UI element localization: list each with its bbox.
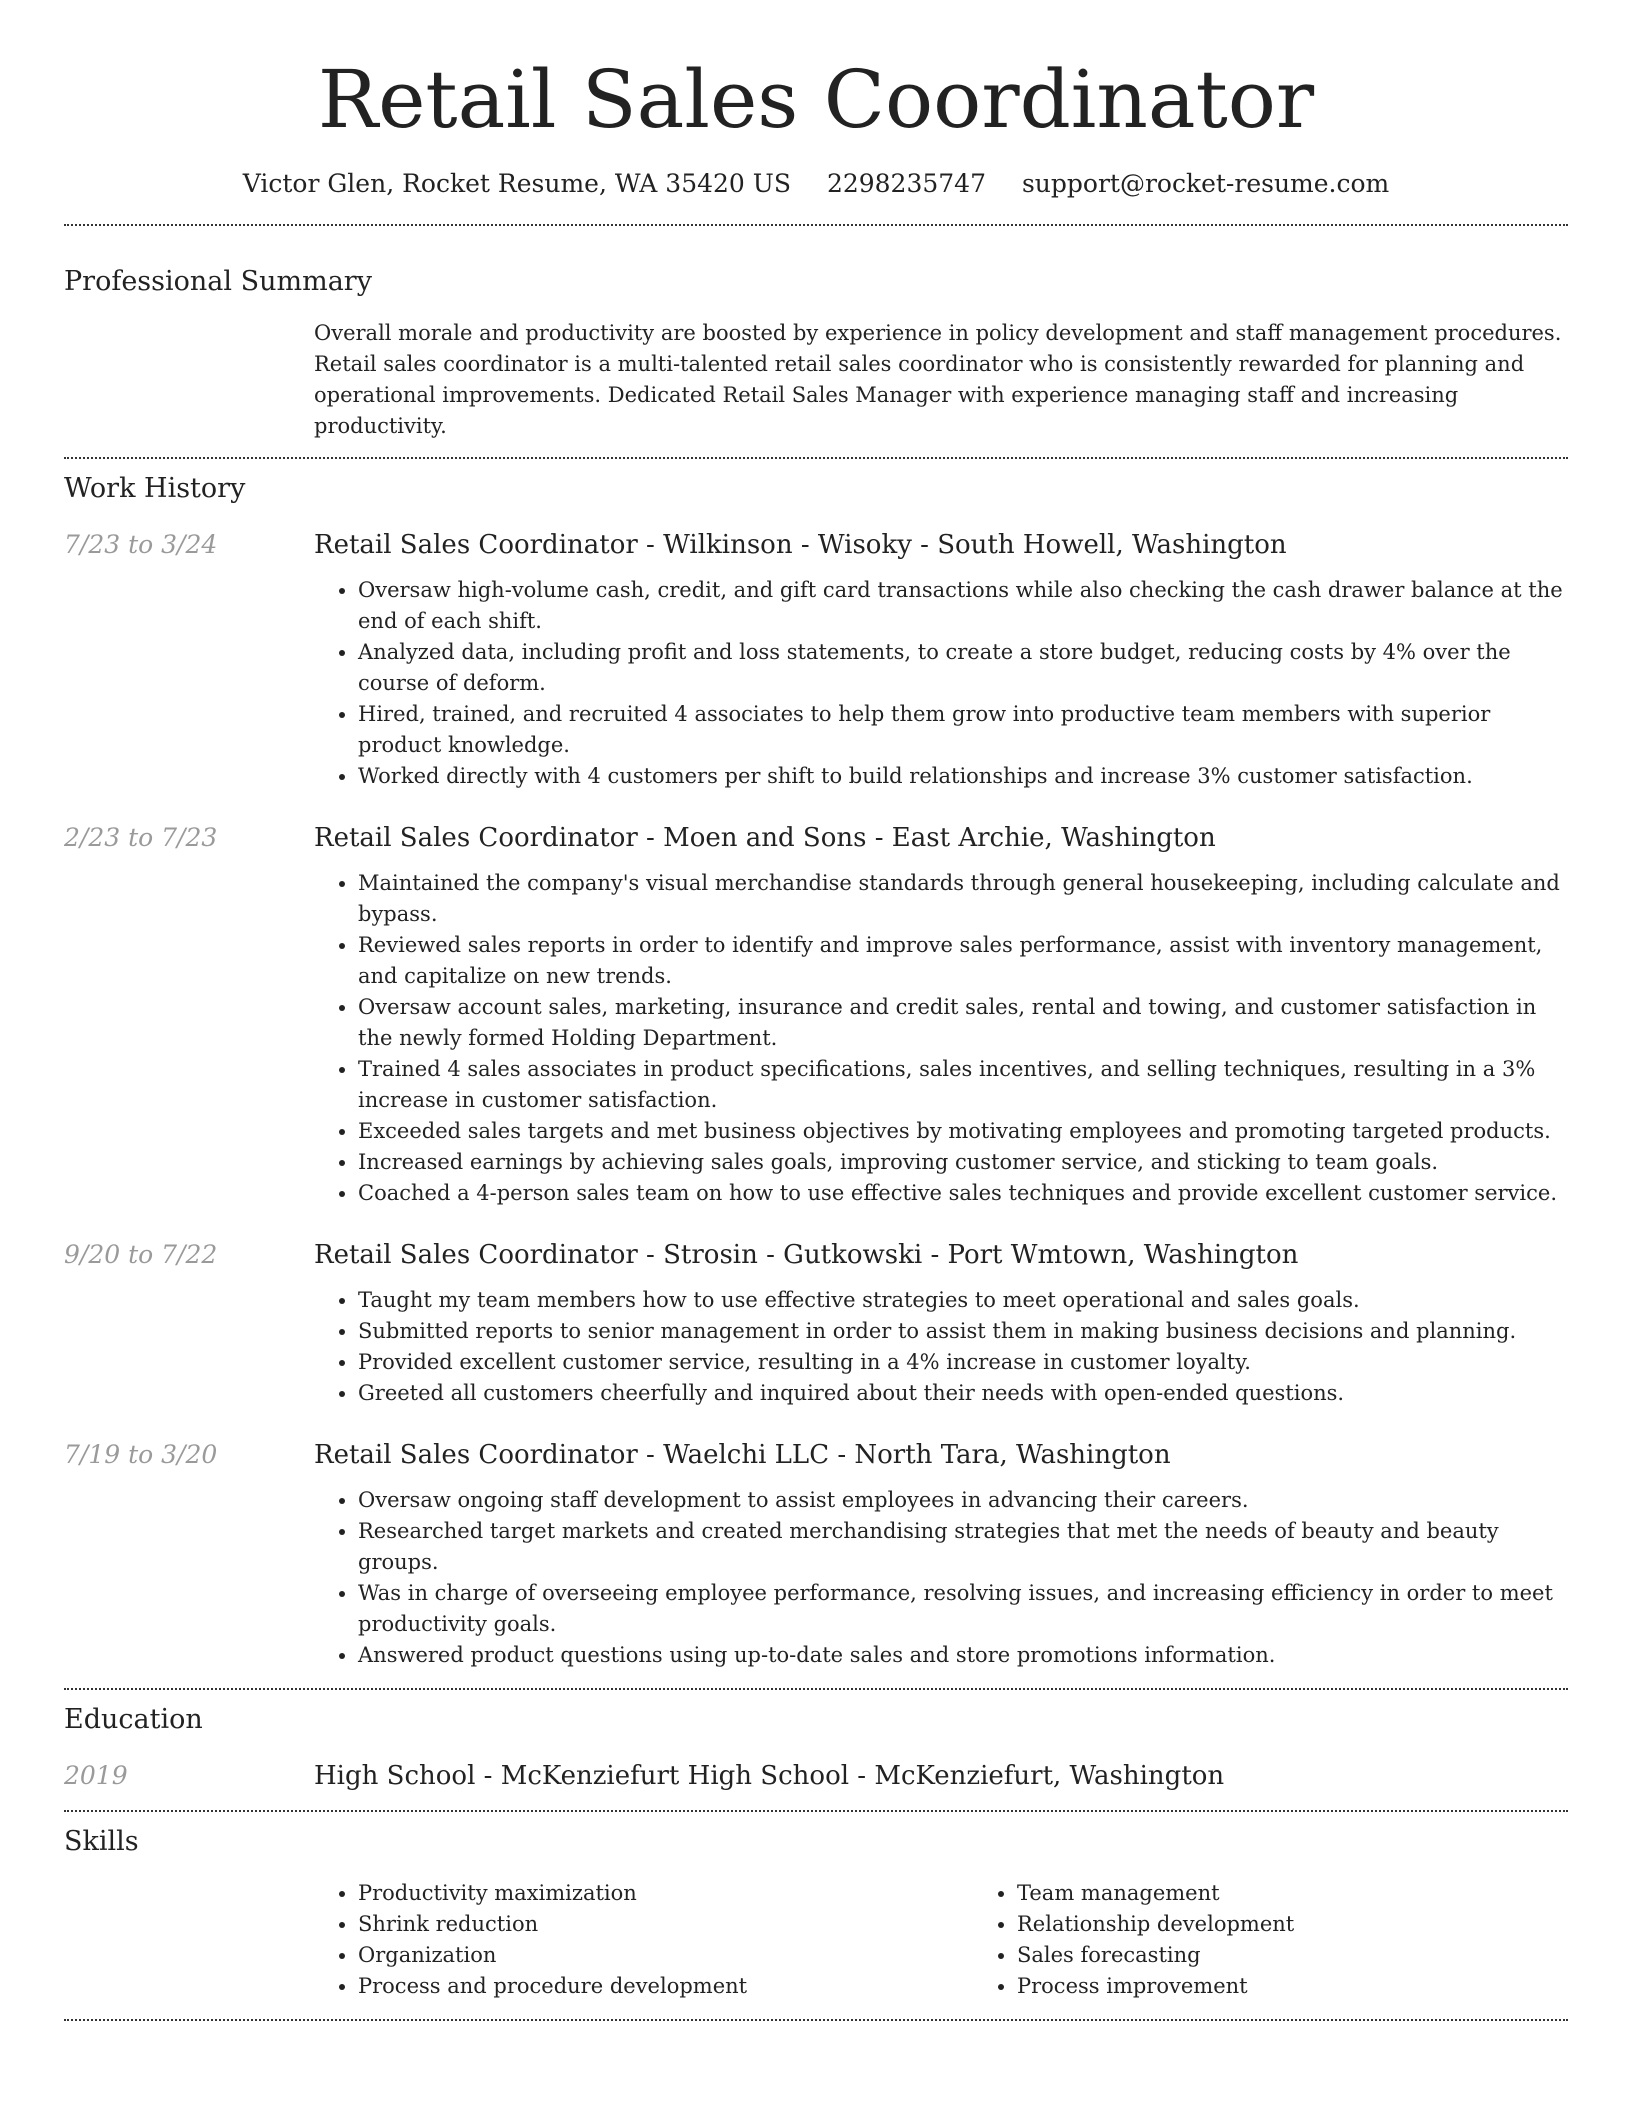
skills-column [314,1878,973,2002]
job-entry [64,1238,1568,1409]
list-item: • Analyzed data, including profit and loss statements, to create a store budget, reducing costs by 4% over the course of deform. [358,637,1568,699]
list-item: • Taught my team members how to use effective strategies to meet operational and sales goals. [358,1285,1568,1316]
list-item: • Worked directly with 4 customers per shift to build relationships and increase 3% customer satisfaction. [358,761,1568,792]
job-bullets [314,575,1568,792]
skills-section-title: Skills [64,1826,139,1857]
divider [64,1810,1568,1812]
divider [64,457,1568,459]
list-item: • Reviewed sales reports in order to identify and improve sales performance, assist with inventory management, and capitalize on new trends. [358,930,1568,992]
contact-phone: 2298235747 [826,169,986,198]
list-item: • Maintained the company's visual merchandise standards through general housekeeping, including calculate and bypass. [358,868,1568,930]
work-section-title: Work History [64,473,246,504]
job-entry [64,528,1568,792]
education-heading: High School - McKenziefurt High School - McKenziefurt, Washington [314,1761,1225,1791]
job-bullets [314,1285,1568,1409]
list-item: • Greeted all customers cheerfully and inquired about their needs with open-ended questions. [358,1378,1568,1409]
resume-title: Retail Sales Coordinator [317,53,1315,146]
contact-line [64,166,1568,202]
job-bullets [314,1485,1568,1671]
summary-text: Overall morale and productivity are boosted by experience in policy development and staff management procedures. Retail sales coordinator is a multi-talented retail sales coordinator who is consistently rewarded for planning and operational improvements. Dedicated Retail Sales Manager with experience managing staff and increasing productivity. [314,321,1562,438]
list-item: • Oversaw high-volume cash, credit, and gift card transactions while also checking the cash drawer balance at the end of each shift. [358,575,1568,637]
job-heading: Retail Sales Coordinator - Moen and Sons - East Archie, Washington [314,823,1216,853]
list-item: • Productivity maximization [358,1878,973,1909]
list-item: • Was in charge of overseeing employee performance, resolving issues, and increasing efficiency in order to meet productivity goals. [358,1578,1568,1640]
list-item: • Oversaw account sales, marketing, insurance and credit sales, rental and towing, and customer satisfaction in the newly formed Holding Department. [358,992,1568,1054]
list-item: • Hired, trained, and recruited 4 associates to help them grow into productive team members with superior product knowledge. [358,699,1568,761]
list-item: • Coached a 4-person sales team on how to use effective sales techniques and provide excellent customer service. [358,1178,1568,1209]
list-item: • Trained 4 sales associates in product specifications, sales incentives, and selling techniques, resulting in a 3% increase in customer satisfaction. [358,1054,1568,1116]
summary-section-title: Professional Summary [64,266,372,297]
job-date: 7/19 to 3/20 [64,1440,218,1469]
divider [64,2019,1568,2021]
list-item: • Answered product questions using up-to-date sales and store promotions information. [358,1640,1568,1671]
list-item: • Team management [1017,1878,1632,1909]
list-item: • Researched target markets and created merchandising strategies that met the needs of beauty and beauty groups. [358,1516,1568,1578]
list-item: • Submitted reports to senior management in order to assist them in making business decisions and planning. [358,1316,1568,1347]
list-item: • Shrink reduction [358,1909,973,1940]
job-heading: Retail Sales Coordinator - Wilkinson - Wisoky - South Howell, Washington [314,530,1287,560]
list-item: • Sales forecasting [1017,1940,1632,1971]
job-bullets [314,868,1568,1209]
job-entry [64,1438,1568,1671]
divider [64,1688,1568,1690]
education-date: 2019 [64,1761,128,1790]
job-date: 9/20 to 7/22 [64,1240,218,1269]
contact-address: Victor Glen, Rocket Resume, WA 35420 US [242,169,791,198]
education-section-title: Education [64,1704,203,1735]
list-item: • Process improvement [1017,1971,1632,2002]
list-item: • Oversaw ongoing staff development to assist employees in advancing their careers. [358,1485,1568,1516]
list-item: • Provided excellent customer service, resulting in a 4% increase in customer loyalty. [358,1347,1568,1378]
job-date: 2/23 to 7/23 [64,823,218,852]
job-heading: Retail Sales Coordinator - Strosin - Gutkowski - Port Wmtown, Washington [314,1240,1299,1270]
job-heading: Retail Sales Coordinator - Waelchi LLC - North Tara, Washington [314,1440,1171,1470]
list-item: • Process and procedure development [358,1971,973,2002]
list-item: • Increased earnings by achieving sales goals, improving customer service, and sticking to team goals. [358,1147,1568,1178]
job-date: 7/23 to 3/24 [64,530,218,559]
job-entry [64,821,1568,1209]
skills-list [314,1878,1632,2002]
contact-email: support@rocket-resume.com [1021,169,1390,198]
list-item: • Relationship development [1017,1909,1632,1940]
list-item: • Organization [358,1940,973,1971]
list-item: • Exceeded sales targets and met business objectives by motivating employees and promoting targeted products. [358,1116,1568,1147]
skills-column [973,1878,1632,2002]
divider [64,224,1568,226]
